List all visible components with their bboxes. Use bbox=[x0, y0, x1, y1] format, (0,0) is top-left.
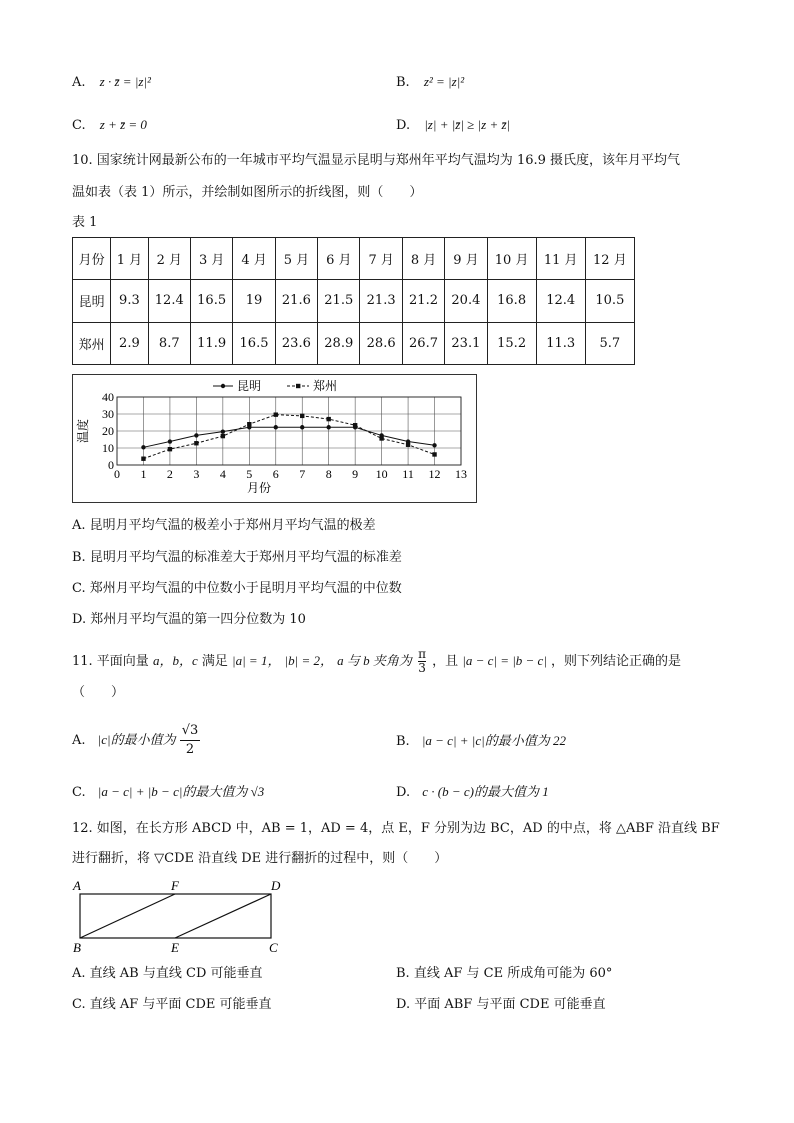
table-cell: 28.9 bbox=[318, 322, 360, 364]
chart-x-tick-label: 9 bbox=[352, 467, 359, 481]
q10-table-caption: 表 1 bbox=[72, 215, 98, 230]
temperature-table bbox=[72, 237, 635, 365]
chart-y-axis-label: 温度 bbox=[76, 418, 90, 444]
series-zhengzhou-point bbox=[353, 423, 357, 427]
label-d: D bbox=[271, 878, 281, 893]
chart-x-tick-label: 0 bbox=[114, 467, 120, 481]
table-row-zhengzhou bbox=[73, 322, 635, 364]
table-cell: 21.5 bbox=[318, 280, 360, 322]
q12-stem-line2: 进行翻折，将 ▽CDE 沿直线 DE 进行翻折的过程中，则（ ） bbox=[72, 851, 448, 866]
q11-stem-end: ，则下列结论正确的是 bbox=[551, 654, 682, 669]
label-e: E bbox=[171, 940, 179, 955]
q11-fraction-numerator: π bbox=[418, 647, 426, 661]
table-cell: 21.2 bbox=[402, 280, 444, 322]
table-header-cell: 3 月 bbox=[190, 238, 232, 280]
q11-vectors: a，b，c bbox=[152, 653, 198, 668]
table-cell: 16.8 bbox=[487, 280, 536, 322]
chart-y-tick-label: 30 bbox=[102, 407, 114, 421]
series-zhengzhou-point bbox=[247, 422, 251, 426]
q9-option-d-expr: |z| + |z̄| ≥ |z + z̄| bbox=[424, 117, 511, 132]
q11-option-b-label: B. bbox=[396, 734, 410, 749]
series-zhengzhou-point bbox=[168, 447, 172, 451]
table-cell: 15.2 bbox=[487, 322, 536, 364]
q10-option-b[interactable]: B. 昆明月平均气温的标准差大于郑州月平均气温的标准差 bbox=[72, 550, 402, 565]
legend-kunming-marker bbox=[221, 384, 225, 388]
chart-x-tick-label: 10 bbox=[375, 467, 388, 481]
table-cell: 23.6 bbox=[275, 322, 317, 364]
q11-stem-line2: （ ） bbox=[72, 685, 125, 700]
label-b: B bbox=[73, 940, 81, 955]
q11-option-c-text: |a − c| + |b − c|的最大值为 √3 bbox=[97, 784, 265, 799]
table-header-row bbox=[73, 238, 635, 280]
label-f: F bbox=[171, 878, 179, 893]
q11-stem-line1 bbox=[72, 648, 681, 675]
chart-y-tick-label: 20 bbox=[102, 424, 114, 438]
chart-x-axis-label: 月份 bbox=[246, 481, 272, 495]
q11-cond-b-norm: |b| = 2， bbox=[284, 653, 334, 668]
chart-x-tick-label: 2 bbox=[166, 467, 173, 481]
series-zhengzhou-point bbox=[432, 452, 436, 456]
series-zhengzhou-point bbox=[194, 441, 198, 445]
q11-option-b[interactable] bbox=[396, 732, 566, 751]
segment-ed bbox=[175, 894, 271, 938]
series-kunming-point bbox=[300, 425, 304, 429]
chart-x-tick-label: 6 bbox=[272, 467, 279, 481]
legend-zhengzhou-marker bbox=[296, 384, 300, 388]
q10-stem-line1: 10. 国家统计网最新公布的一年城市平均气温显示昆明与郑州年平均气温均为 16.9 摄氏度，该年月平均气 bbox=[72, 153, 681, 168]
q11-option-c-label: C. bbox=[72, 785, 86, 800]
q9-option-c[interactable] bbox=[72, 116, 147, 135]
series-kunming-point bbox=[326, 425, 330, 429]
series-kunming-point bbox=[194, 433, 198, 437]
q11-stem-prefix: 11. 平面向量 bbox=[72, 654, 149, 669]
table-header-cell: 2 月 bbox=[148, 238, 190, 280]
q11-option-d[interactable] bbox=[396, 783, 549, 802]
table-cell: 11.3 bbox=[536, 322, 585, 364]
series-zhengzhou-point bbox=[326, 417, 330, 421]
label-a: A bbox=[73, 878, 81, 893]
q11-option-d-label: D. bbox=[396, 785, 411, 800]
table-cell: 21.6 bbox=[275, 280, 317, 322]
chart-y-tick-label: 40 bbox=[102, 390, 114, 404]
rectangle-abcd-figure bbox=[70, 876, 290, 956]
table-cell: 9.3 bbox=[111, 280, 148, 322]
series-zhengzhou-point bbox=[406, 443, 410, 447]
q12-stem-line1: 12. 如图，在长方形 ABCD 中，AB = 1，AD = 4，点 E，F 分别为边 BC，AD 的中点，将 △ABF 沿直线 BF bbox=[72, 821, 720, 836]
table-cell: 10.5 bbox=[585, 280, 634, 322]
q11-stem-mid: 满足 bbox=[201, 654, 228, 669]
q9-option-a[interactable] bbox=[72, 73, 151, 92]
table-header-cell: 9 月 bbox=[445, 238, 487, 280]
chart-x-tick-label: 12 bbox=[428, 467, 441, 481]
chart-x-tick-label: 11 bbox=[402, 467, 414, 481]
q9-option-a-label: A. bbox=[72, 75, 86, 90]
label-c: C bbox=[269, 940, 278, 955]
rectangle-abcd bbox=[80, 894, 271, 938]
q9-option-d[interactable] bbox=[396, 116, 510, 135]
table-cell: 12.4 bbox=[148, 280, 190, 322]
q11-option-a-text: |c|的最小值为 bbox=[97, 732, 176, 747]
q11-option-a-fraction bbox=[180, 722, 201, 759]
series-kunming-point bbox=[221, 429, 225, 433]
table-header-cell: 10 月 bbox=[487, 238, 536, 280]
q10-option-a[interactable]: A. 昆明月平均气温的极差小于郑州月平均气温的极差 bbox=[72, 518, 376, 533]
table-cell: 23.1 bbox=[445, 322, 487, 364]
chart-x-tick-label: 8 bbox=[325, 467, 332, 481]
chart-x-tick-label: 13 bbox=[455, 467, 467, 481]
chart-x-tick-label: 4 bbox=[219, 467, 226, 481]
table-header-cell: 6 月 bbox=[318, 238, 360, 280]
q9-option-a-expr: z · z̄ = |z|² bbox=[99, 74, 151, 89]
q11-option-c[interactable] bbox=[72, 783, 264, 802]
q11-option-a-label: A. bbox=[72, 733, 86, 748]
q12-option-a[interactable]: A. 直线 AB 与直线 CD 可能垂直 bbox=[72, 966, 263, 981]
chart-y-tick-label: 0 bbox=[108, 458, 114, 472]
q12-option-c[interactable]: C. 直线 AF 与平面 CDE 可能垂直 bbox=[72, 997, 272, 1012]
table-header-cell: 8 月 bbox=[402, 238, 444, 280]
q9-option-c-expr: z + z̄ = 0 bbox=[99, 117, 147, 132]
q10-option-c[interactable]: C. 郑州月平均气温的中位数小于昆明月平均气温的中位数 bbox=[72, 581, 402, 596]
q11-option-d-text: c · (b − c)的最大值为 1 bbox=[422, 784, 549, 799]
q11-cond-equal: |a − c| = |b − c| bbox=[462, 653, 547, 668]
table-header-cell: 12 月 bbox=[585, 238, 634, 280]
table-cell: 20.4 bbox=[445, 280, 487, 322]
table-header-cell: 5 月 bbox=[275, 238, 317, 280]
q9-option-c-label: C. bbox=[72, 118, 86, 133]
table-cell: 16.5 bbox=[190, 280, 232, 322]
table-cell: 11.9 bbox=[190, 322, 232, 364]
q11-option-b-text: |a − c| + |c|的最小值为 22 bbox=[421, 733, 566, 748]
q9-option-b-expr: z² = |z|² bbox=[423, 74, 465, 89]
legend-kunming-label: 昆明 bbox=[237, 379, 262, 393]
table-cell: 昆明 bbox=[73, 280, 111, 322]
table-cell: 16.5 bbox=[233, 322, 275, 364]
series-kunming-point bbox=[432, 443, 436, 447]
segment-bf bbox=[80, 894, 175, 938]
q11-cond-and: ，且 bbox=[432, 654, 459, 669]
table-cell: 郑州 bbox=[73, 322, 111, 364]
legend-zhengzhou-label: 郑州 bbox=[313, 379, 338, 393]
q9-option-d-label: D. bbox=[396, 118, 411, 133]
q12-option-b[interactable]: B. 直线 AF 与 CE 所成角可能为 60° bbox=[396, 966, 613, 981]
q10-stem-line2: 温如表（表 1）所示，并绘制如图所示的折线图，则（ ） bbox=[72, 185, 423, 200]
series-kunming-point bbox=[274, 425, 278, 429]
table-header-cell: 4 月 bbox=[233, 238, 275, 280]
q10-option-d[interactable]: D. 郑州月平均气温的第一四分位数为 10 bbox=[72, 612, 306, 627]
series-zhengzhou-point bbox=[300, 414, 304, 418]
series-zhengzhou-point bbox=[221, 434, 225, 438]
series-kunming-point bbox=[141, 445, 145, 449]
temperature-line-chart bbox=[72, 374, 477, 503]
series-zhengzhou-point bbox=[379, 436, 383, 440]
chart-svg bbox=[73, 375, 476, 502]
q11-option-a-numerator: √3 bbox=[180, 722, 201, 741]
table-row-kunming bbox=[73, 280, 635, 322]
table-cell: 26.7 bbox=[402, 322, 444, 364]
q11-fraction-denominator: 3 bbox=[418, 661, 426, 675]
series-kunming-line bbox=[143, 427, 434, 447]
q11-option-a-denominator: 2 bbox=[185, 742, 195, 757]
series-zhengzhou-line bbox=[143, 415, 434, 459]
table-cell: 28.6 bbox=[360, 322, 402, 364]
table-header-cell: 月份 bbox=[73, 238, 111, 280]
q9-option-b[interactable] bbox=[396, 73, 464, 92]
series-zhengzhou-point bbox=[274, 412, 278, 416]
series-zhengzhou-point bbox=[141, 457, 145, 461]
q11-option-a[interactable] bbox=[72, 722, 200, 759]
q11-angle-fraction bbox=[418, 648, 426, 675]
chart-x-tick-label: 7 bbox=[299, 467, 306, 481]
q12-option-d[interactable]: D. 平面 ABF 与平面 CDE 可能垂直 bbox=[396, 997, 606, 1012]
table-header-cell: 1 月 bbox=[111, 238, 148, 280]
chart-x-tick-label: 1 bbox=[140, 467, 147, 481]
table-cell: 21.3 bbox=[360, 280, 402, 322]
table-cell: 2.9 bbox=[111, 322, 148, 364]
table-header-cell: 11 月 bbox=[536, 238, 585, 280]
q11-cond-a-norm: |a| = 1， bbox=[232, 653, 281, 668]
table-cell: 5.7 bbox=[585, 322, 634, 364]
chart-y-tick-label: 10 bbox=[102, 441, 114, 455]
series-kunming-point bbox=[168, 439, 172, 443]
table-cell: 8.7 bbox=[148, 322, 190, 364]
table-cell: 12.4 bbox=[536, 280, 585, 322]
chart-x-tick-label: 3 bbox=[193, 467, 200, 481]
q9-option-b-label: B. bbox=[396, 75, 410, 90]
table-header-cell: 7 月 bbox=[360, 238, 402, 280]
table-cell: 19 bbox=[233, 280, 275, 322]
chart-x-tick-label: 5 bbox=[246, 467, 253, 481]
q11-cond-angle: a 与 b 夹角为 bbox=[337, 653, 412, 668]
